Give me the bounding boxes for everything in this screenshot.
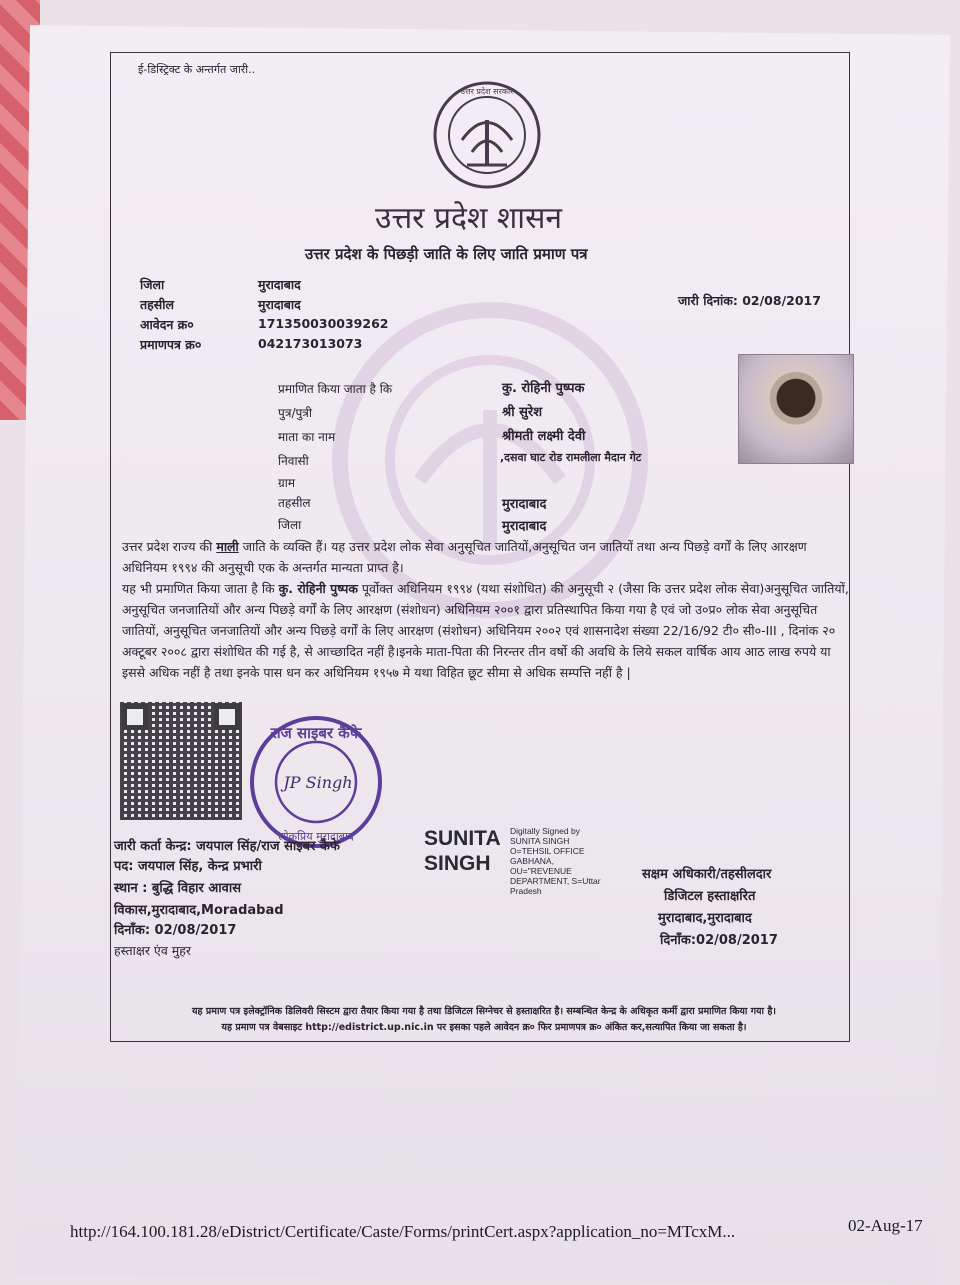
digital-signature-line: OU="REVENUE — [510, 866, 572, 876]
issuer-post: पद: जयपाल सिंह, केन्द्र प्रभारी — [114, 859, 262, 874]
authority-title: सक्षम अधिकारी/तहसीलदार — [642, 867, 772, 882]
person-district-label: जिला — [278, 518, 302, 532]
tehsil-value: मुरादाबाद — [258, 297, 301, 312]
resident-label: निवासी — [278, 454, 309, 468]
caste-name: माली — [216, 539, 239, 554]
authority-date: दिनाँक:02/08/2017 — [660, 933, 778, 948]
digital-signer-first-name: SUNITA — [424, 827, 501, 850]
tehsil-label: तहसील — [140, 297, 174, 312]
certificate-label: प्रमाणपत्र क्र० — [140, 337, 202, 352]
qr-code — [120, 702, 242, 820]
seal-bottom-text: लोकप्रिय मुरादाबाद — [278, 830, 354, 843]
print-date: 02-Aug-17 — [848, 1216, 923, 1235]
mother-label: माता का नाम — [278, 430, 336, 444]
issuer-center: जारी कर्ता केन्द्र: जयपाल सिंह/राज साइबर कैफे — [114, 839, 340, 854]
digital-signature-line: GABHANA, — [510, 856, 554, 866]
authority-digital-sign: डिजिटल हस्ताक्षरित — [664, 889, 756, 904]
footer-note-1: यह प्रमाण पत्र इलेक्ट्रॉनिक डिलिवरी सिस्टम द्वारा तैयार किया गया है तथा डिजिटल सिग्नेचर से हस्ताक्षरित है। सम्बन्धित केन्द्र के अधिकृत कर्मी द्वारा प्रमाणित किया गया है। — [192, 1006, 776, 1017]
district-value: मुरादाबाद — [258, 277, 301, 292]
issuer-date: दिनाँक: 02/08/2017 — [114, 923, 237, 938]
paragraph-caste-rest: जाति के व्यक्ति हैं। यह उत्तर प्रदेश लोक सेवा अनुसूचित जातियों,अनुसूचित जन जातियों तथा अन्य पिछड़े वर्गों के लिए आरक्षण अधिनियम १९९४ की अनुसूची एक के अन्तर्गत मान्यता प्राप्त है। — [122, 539, 807, 575]
issuer-signature-label: हस्ताक्षर एंव मुहर — [114, 943, 191, 958]
parent-label: पुत्र/पुत्री — [278, 406, 313, 420]
certify-label: प्रमाणित किया जाता है कि — [278, 382, 393, 396]
print-url: http://164.100.181.28/eDistrict/Certificate/Caste/Forms/printCert.aspx?application_no=MTcxM... — [70, 1222, 736, 1241]
digital-signer-name — [424, 826, 501, 876]
paragraph-caste — [122, 536, 852, 578]
seal-signature: JP Singh — [283, 773, 353, 792]
village-label: ग्राम — [278, 476, 296, 490]
issuer-locality: विकास,मुरादाबाद,Moradabad — [114, 903, 284, 918]
paragraph-certification-intro: यह भी प्रमाणित किया जाता है कि — [122, 581, 279, 596]
resident-value: ,दसवा घाट रोड रामलीला मैदान गेट — [500, 451, 642, 464]
digital-signature-line: Pradesh — [510, 886, 542, 896]
header-note: ई-डिस्ट्रिक्ट के अन्तर्गत जारी.. — [138, 63, 256, 76]
up-government-emblem-icon — [432, 80, 542, 190]
digital-signature-line: DEPARTMENT, S=Uttar — [510, 876, 601, 886]
footer-note-2: यह प्रमाण पत्र वेबसाइट http://edistrict.up.nic.in पर इसका पहले आवेदन क्र० फिर प्रमाणपत्र क्र० अंकित कर,सत्यापित किया जा सकता है। — [221, 1022, 747, 1033]
seal-top-text: राज साइबर कैफे — [270, 724, 362, 742]
certificate-number: 042173013073 — [258, 336, 363, 351]
paragraph-certification — [122, 578, 852, 683]
application-number: 171350030039262 — [258, 316, 389, 331]
mother-value: श्रीमती लक्ष्मी देवी — [502, 429, 586, 444]
digital-signer-last-name: SINGH — [424, 852, 491, 875]
parent-value: श्री सुरेश — [502, 405, 543, 420]
issuer-place: स्थान : बुद्धि विहार आवास — [114, 881, 242, 896]
paragraph-applicant-name: कु. रोहिनी पुष्पक — [278, 581, 358, 596]
digital-signature-line: O=TEHSIL OFFICE — [510, 846, 585, 856]
person-tehsil-value: मुरादाबाद — [502, 497, 547, 512]
paragraph-caste-intro: उत्तर प्रदेश राज्य की — [122, 539, 217, 554]
issue-date: जारी दिनांक: 02/08/2017 — [678, 293, 821, 308]
page-title: उत्तर प्रदेश शासन — [375, 201, 563, 236]
emblem-text: उत्तर प्रदेश सरकार — [460, 87, 514, 96]
digital-signature-line: Digitally Signed by — [510, 826, 580, 836]
digital-signature-details — [510, 826, 601, 896]
cyber-cafe-seal — [246, 712, 386, 852]
district-label: जिला — [140, 277, 165, 292]
authority-location: मुरादाबाद,मुरादाबाद — [658, 911, 752, 926]
application-label: आवेदन क्र० — [140, 317, 194, 332]
digital-signature-line: SUNITA SINGH — [510, 836, 570, 846]
applicant-name: कु. रोहिनी पुष्पक — [502, 381, 585, 396]
paragraph-certification-rest: पूर्वोक्त अधिनियम १९९४ (यथा संशोधित) की अनुसूची २ (जैसा कि उत्तर प्रदेश लोक सेवा)अनुसूचित जातियों, अनुसूचित जनजातियों और अन्य पिछड़े वर्गों के लिए आरक्षण (संशोधन) अधिनियम २००१ द्वारा प्रतिस्थापित किया गया है एवं जो उ०प्र० लोक सेवा अनुसूचित जातियों, अनुसूचित जनजातियों और अन्य पिछड़े वर्गों के लिए आरक्षण (संशोधन) अधिनियम २००२ एवं शासनादेश संख्या 22/16/92 टी० सी०-III , दिनांक २० अक्टूबर २००८ द्वारा संशोधित की गई है, से आच्छादित नहीं है।इनके माता-पिता की निरन्तर तीन वर्षो की अवधि के लिये सकल वार्षिक आय आठ लाख रुपये या इससे अधिक नहीं है तथा इनके पास धन कर अधिनियम १९५७ मे यथा विहित छूट सीमा से अधिक सम्पत्ति नहीं है | — [122, 581, 849, 680]
person-tehsil-label: तहसील — [278, 496, 311, 510]
page-subtitle: उत्तर प्रदेश के पिछड़ी जाति के लिए जाति प्रमाण पत्र — [305, 245, 588, 263]
applicant-photo — [738, 354, 854, 464]
person-district-value: मुरादाबाद — [502, 519, 547, 534]
